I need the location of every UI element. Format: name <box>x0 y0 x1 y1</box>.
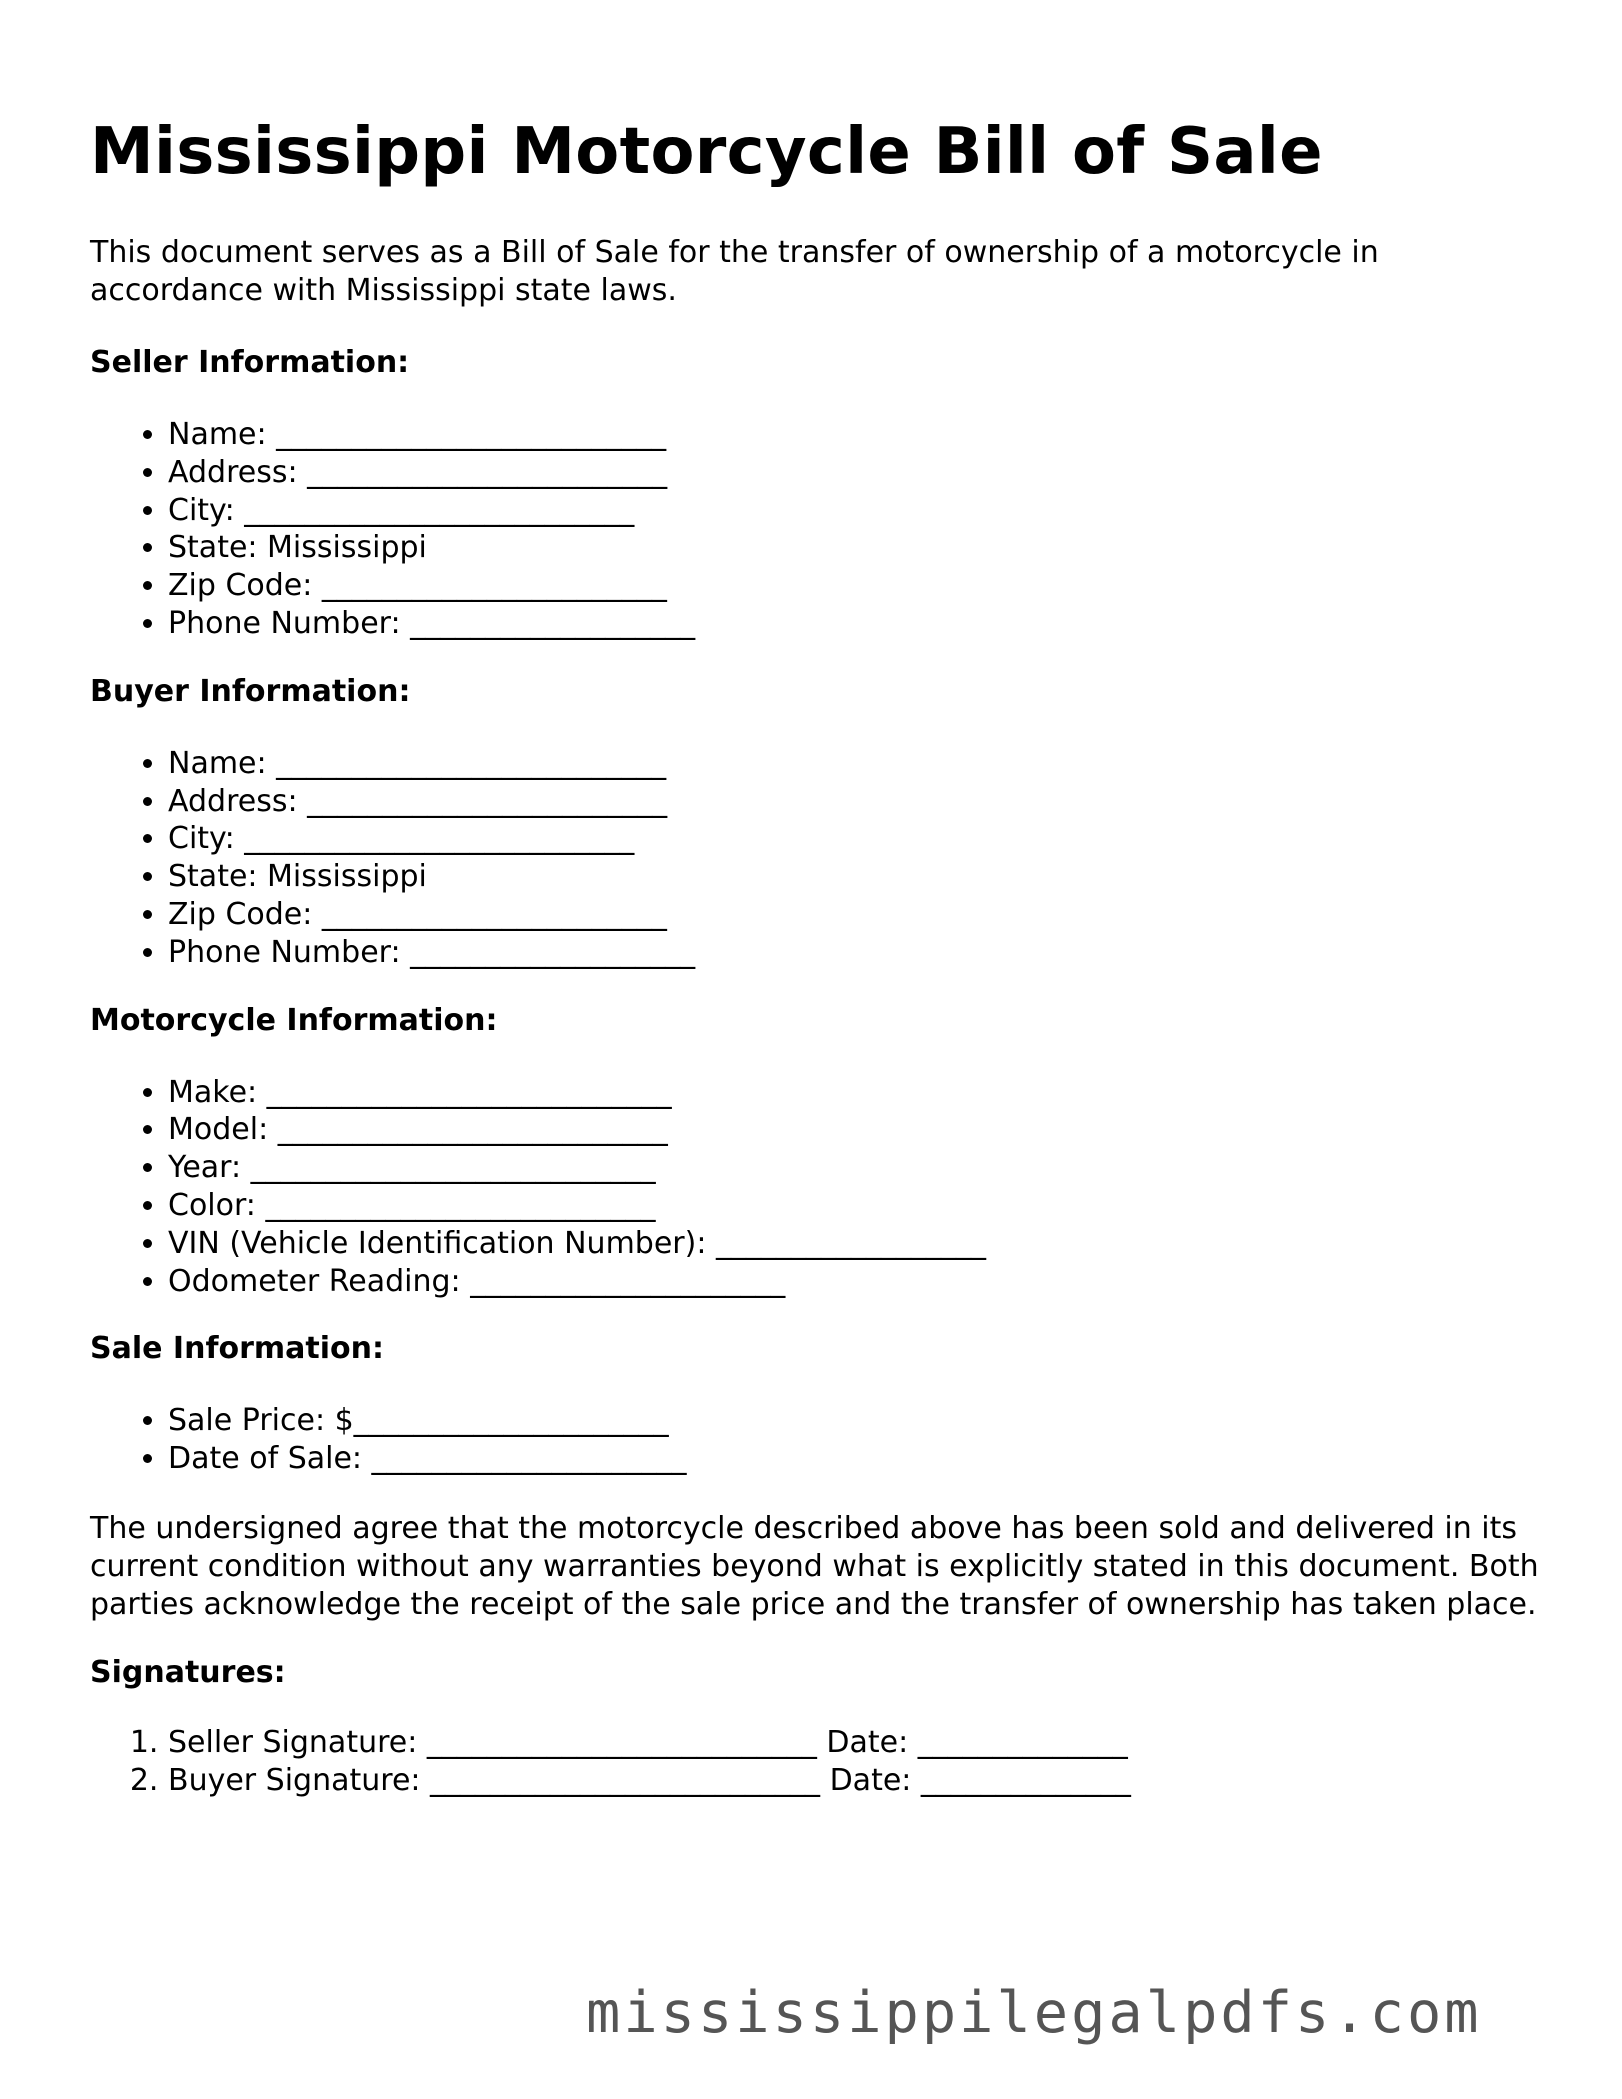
seller-zip-field: • Zip Code: _______________________ <box>168 567 1540 605</box>
document-page <box>90 112 1540 1800</box>
motorcycle-odometer-field: • Odometer Reading: _____________________ <box>168 1263 1540 1301</box>
page-title: Mississippi Motorcycle Bill of Sale <box>90 115 1323 189</box>
buyer-address-field: • Address: ________________________ <box>168 783 1540 821</box>
seller-state-field: • State: Mississippi <box>168 529 1540 567</box>
buyer-state-field: • State: Mississippi <box>168 858 1540 896</box>
sale-info-list <box>90 1402 1540 1478</box>
buyer-name-field: • Name: __________________________ <box>168 745 1540 783</box>
sale-date-field: • Date of Sale: _____________________ <box>168 1440 1540 1478</box>
sale-section-heading: Sale Information: <box>90 1331 384 1367</box>
sale-price-field: • Sale Price: $_____________________ <box>168 1402 1540 1440</box>
buyer-city-field: • City: __________________________ <box>168 820 1540 858</box>
motorcycle-model-field: • Model: __________________________ <box>168 1111 1540 1149</box>
intro-paragraph: This document serves as a Bill of Sale for the transfer of ownership of a motorcycle in accordance with Mississippi state laws. <box>90 235 1379 308</box>
signatures-list <box>90 1724 1540 1800</box>
motorcycle-make-field: • Make: ___________________________ <box>168 1074 1540 1112</box>
motorcycle-color-field: • Color: __________________________ <box>168 1187 1540 1225</box>
seller-info-list <box>90 416 1540 643</box>
signatures-section-heading: Signatures: <box>90 1654 286 1690</box>
buyer-phone-field: • Phone Number: ___________________ <box>168 934 1540 972</box>
buyer-section-heading: Buyer Information: <box>90 673 411 709</box>
motorcycle-info-list <box>90 1074 1540 1301</box>
site-watermark: mississippilegalpdfs.com <box>586 1980 1482 2046</box>
seller-section-heading: Seller Information: <box>90 345 410 380</box>
motorcycle-year-field: • Year: ___________________________ <box>168 1149 1540 1187</box>
buyer-signature-line: 2. Buyer Signature: __________________________ Date: ______________ <box>168 1762 1540 1800</box>
buyer-info-list <box>90 745 1540 972</box>
buyer-zip-field: • Zip Code: _______________________ <box>168 896 1540 934</box>
seller-city-field: • City: __________________________ <box>168 492 1540 530</box>
seller-address-field: • Address: ________________________ <box>168 454 1540 492</box>
seller-phone-field: • Phone Number: ___________________ <box>168 605 1540 643</box>
motorcycle-vin-field: • VIN (Vehicle Identification Number): __________________ <box>168 1225 1540 1263</box>
seller-name-field: • Name: __________________________ <box>168 416 1540 454</box>
motorcycle-section-heading: Motorcycle Information: <box>90 1002 498 1038</box>
seller-signature-line: 1. Seller Signature: __________________________ Date: ______________ <box>168 1724 1540 1762</box>
agreement-paragraph: The undersigned agree that the motorcycle described above has been sold and delivered in its current condition without any warranties beyond what is explicitly stated in this document. Both parties acknowledge the receipt of the sale price and the transfer of ownership has taken place. <box>90 1510 1539 1622</box>
